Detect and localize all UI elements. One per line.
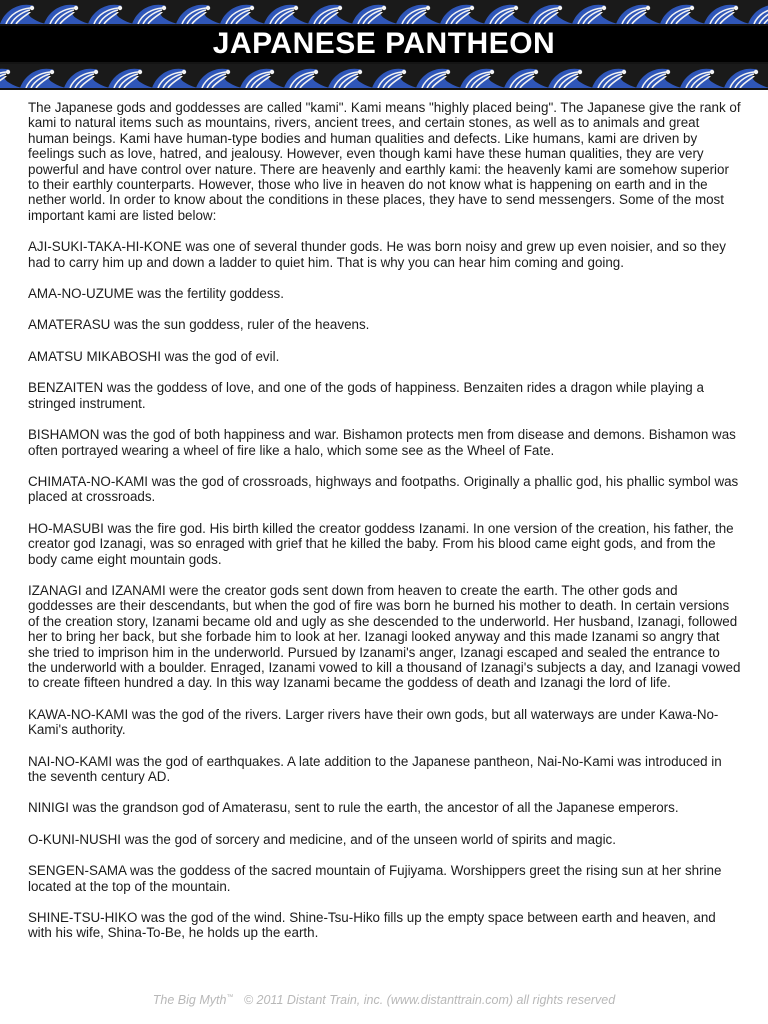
entry-ama-no-uzume: AMA-NO-UZUME was the fertility goddess. xyxy=(28,286,284,302)
entry-amatsu-mikaboshi: AMATSU MIKABOSHI was the god of evil. xyxy=(28,348,280,364)
title-bar xyxy=(0,26,768,62)
entry-aji-suki-taka-hi-kone: AJI-SUKI-TAKA-HI-KONE was one of several thunder gods. He was born noisy and grew up even noisier, and so they had to carry him up and down a ladder to quiet him. That is why you can hear him coming and going. xyxy=(28,239,726,270)
trademark-symbol: ™ xyxy=(226,993,234,1001)
entry-shine-tsu-hiko: SHINE-TSU-HIKO was the god of the wind. Shine-Tsu-Hiko fills up the empty space between earth and heaven, and with his wife, Shina-To-Be, he holds up the earth. xyxy=(28,910,716,941)
entry-nai-no-kami: NAI-NO-KAMI was the god of earthquakes. A late addition to the Japanese pantheon, Nai-No-Kami was introduced in the seventh century AD. xyxy=(28,753,722,784)
page-header xyxy=(0,0,768,90)
entry-amaterasu: AMATERASU was the sun goddess, ruler of the heavens. xyxy=(28,317,370,333)
entry-ninigi: NINIGI was the grandson god of Amaterasu, sent to rule the earth, the ancestor of all the Japanese emperors. xyxy=(28,800,679,816)
footer-copyright: © 2011 Distant Train, inc. (www.distanttrain.com) all rights reserved xyxy=(243,993,616,1007)
footer-brand: The Big Myth xyxy=(152,993,227,1007)
entry-bishamon: BISHAMON was the god of both happiness and war. Bishamon protects men from disease and demons. Bishamon was often portrayed wearing a wheel of fire like a halo, which some see as the Wheel of Fate. xyxy=(28,427,736,458)
page-footer xyxy=(0,993,768,1007)
wave-pattern-top xyxy=(0,0,768,24)
entry-izanagi-izanami: IZANAGI and IZANAMI were the creator gods sent down from heaven to create the earth. The other gods and goddesses are their descendants, but when the god of fire was born he burned his mother to death. In certain versions of the creation story, Izanami became old and ugly as she descended to the underworld. Her husband, Izanagi, followed her to bring her back, but she forbade him to look at her. Izanagi looked anyway and this made Izanami so angry that she tried to imprison him in the underworld. Pursued by Izanami's anger, Izanagi escaped and sealed the entrance to the underworld with a boulder. Enraged, Izanami vowed to kill a thousand of Izanagi's subjects a day, and Izanagi vowed to create fifteen hundred a day. In this way Izanami became the goddess of death and Izanagi the lord of life. xyxy=(28,582,741,691)
entry-sengen-sama: SENGEN-SAMA was the goddess of the sacred mountain of Fujiyama. Worshippers greet the rising sun at her shrine located at the top of the mountain. xyxy=(28,863,722,894)
entry-chimata-no-kami: CHIMATA-NO-KAMI was the god of crossroads, highways and footpaths. Originally a phallic god, his phallic symbol was placed at crossroads. xyxy=(28,473,739,505)
intro-paragraph: The Japanese gods and goddesses are called "kami". Kami means "highly placed being". The Japanese give the rank of kami to natural items such as mountains, rivers, ancient trees, and certain stones, as well as to animals and great human beings. Kami have human-type bodies and human qualities and defects. Like humans, kami are driven by feelings such as love, hatred, and jealousy. However, even though kami have these human qualities, they are very powerful and have control over nature. There are heavenly and earthly kami: the heavenly kami are somehow superior to their earthly counterparts. However, those who live in heaven do not know what is happening on earth and in the nether world. In order to know about the conditions in these places, they have to send messengers. Some of the most important kami are listed below: xyxy=(28,100,741,223)
entry-o-kuni-nushi: O-KUNI-NUSHI was the god of sorcery and medicine, and of the unseen world of spirits and magic. xyxy=(28,831,616,847)
entry-ho-masubi: HO-MASUBI was the fire god. His birth killed the creator goddess Izanami. In one version of the creation, his father, the creator god Izanagi, was so enraged with grief that he killed the baby. From his blood came eight gods, and from the body came eight mountain gods. xyxy=(28,520,734,567)
page-title: JAPANESE PANTHEON xyxy=(212,27,556,60)
entry-kawa-no-kami: KAWA-NO-KAMI was the god of the rivers. Larger rivers have their own gods, but all waterways are under Kawa-No-Kami's authority. xyxy=(28,706,719,738)
article-body xyxy=(28,100,742,957)
wave-pattern-bottom xyxy=(0,64,768,88)
entry-benzaiten: BENZAITEN was the goddess of love, and one of the gods of happiness. Benzaiten rides a dragon while playing a stringed instrument. xyxy=(28,380,704,411)
